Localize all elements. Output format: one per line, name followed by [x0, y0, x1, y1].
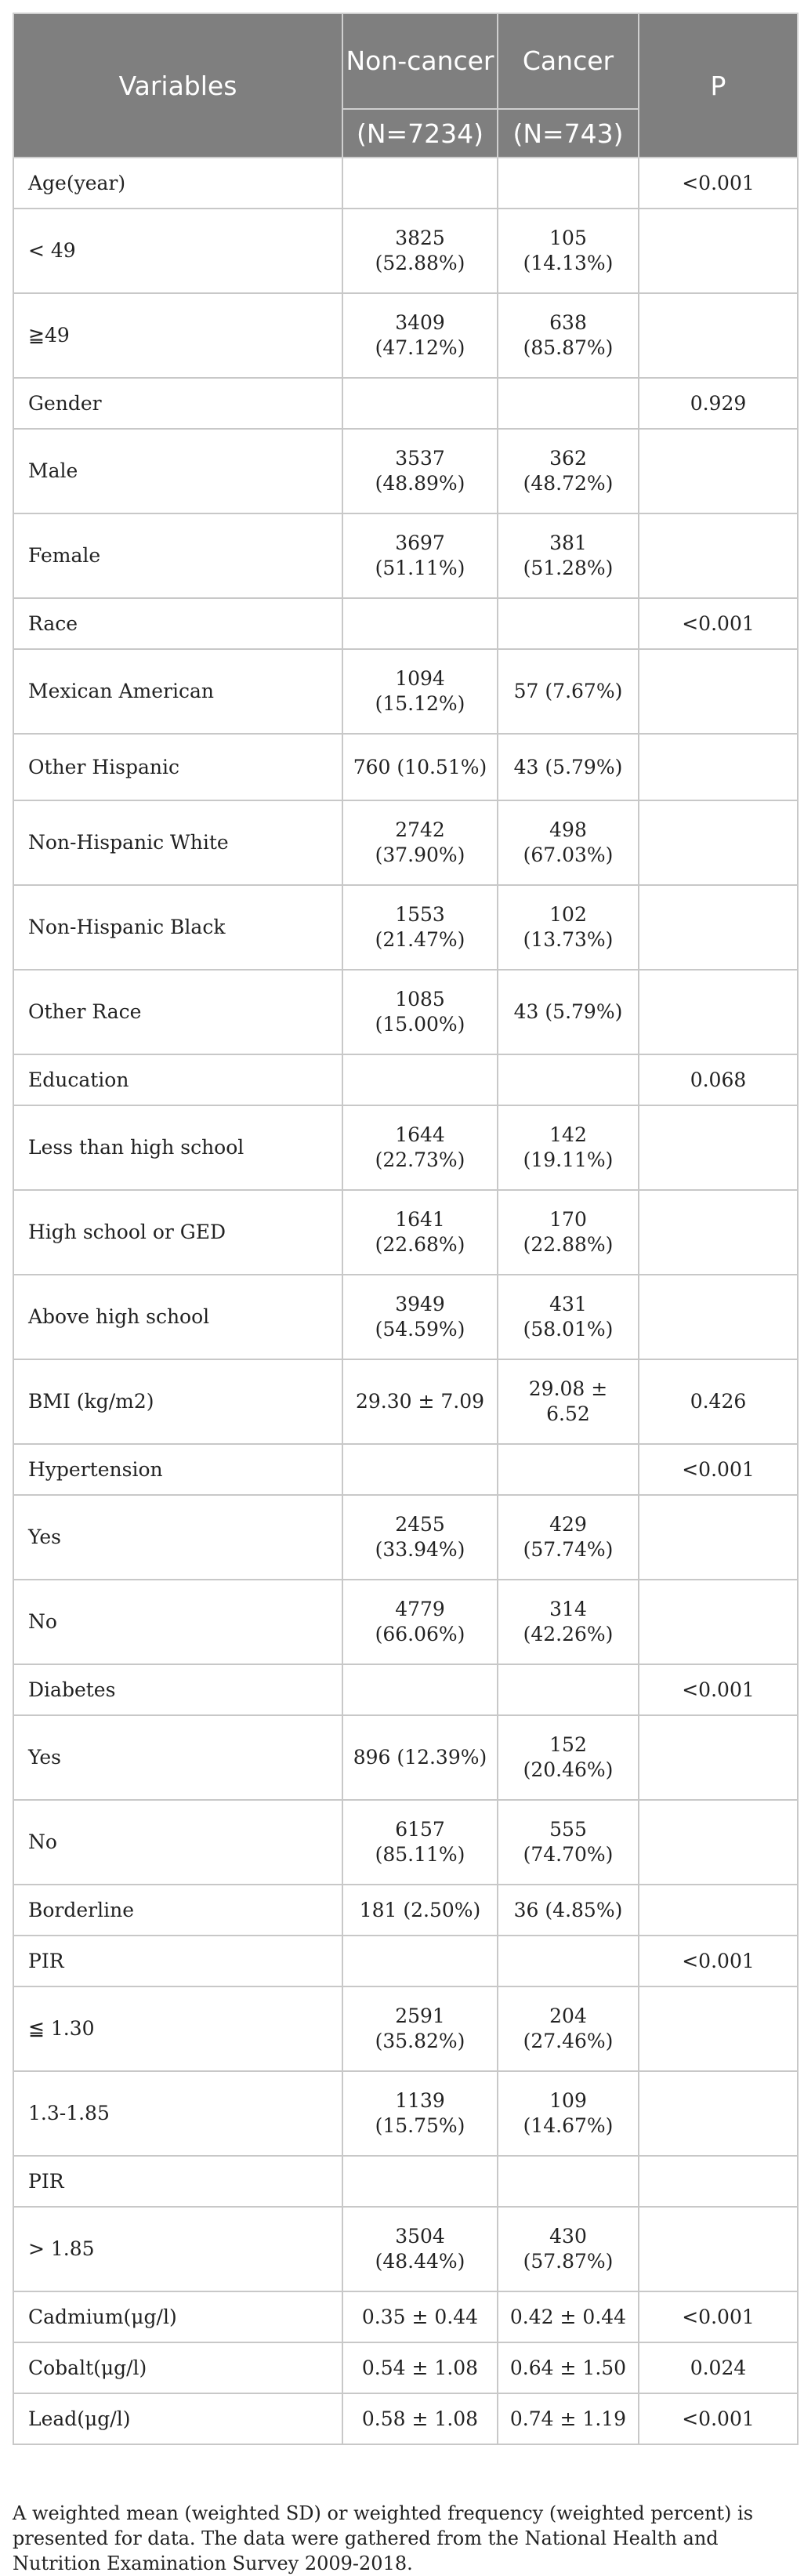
cell-p-value — [639, 1715, 798, 1800]
cell-variable: Cadmium(μg/l) — [13, 2291, 342, 2342]
cell-noncancer: 3409 (47.12%) — [342, 293, 498, 378]
cell-variable: PIR — [13, 1936, 342, 1986]
cell-p-value — [639, 1105, 798, 1190]
cell-cancer: 43 (5.79%) — [498, 734, 639, 800]
cell-noncancer: 3825 (52.88%) — [342, 209, 498, 293]
cell-noncancer: 2455 (33.94%) — [342, 1495, 498, 1580]
cell-noncancer: 760 (10.51%) — [342, 734, 498, 800]
cell-noncancer: 1139 (15.75%) — [342, 2071, 498, 2156]
cell-variable: Other Hispanic — [13, 734, 342, 800]
cell-variable: Cobalt(μg/l) — [13, 2342, 342, 2393]
cell-noncancer — [342, 158, 498, 209]
table-row — [13, 1715, 798, 1800]
cell-cancer — [498, 1936, 639, 1986]
table-row — [13, 429, 798, 513]
cell-variable: No — [13, 1580, 342, 1664]
cell-cancer: 102 (13.73%) — [498, 885, 639, 970]
baseline-characteristics-table — [13, 13, 799, 2445]
cell-p-value — [639, 2207, 798, 2291]
cell-p-value — [639, 2071, 798, 2156]
cell-noncancer: 1641 (22.68%) — [342, 1190, 498, 1275]
table-body — [13, 158, 798, 2444]
cell-p-value: 0.024 — [639, 2342, 798, 2393]
cell-p-value: <0.001 — [639, 1444, 798, 1495]
table-row — [13, 2207, 798, 2291]
cell-variable: Age(year) — [13, 158, 342, 209]
table-row — [13, 800, 798, 885]
cell-variable: Less than high school — [13, 1105, 342, 1190]
cell-p-value — [639, 209, 798, 293]
cell-noncancer: 896 (12.39%) — [342, 1715, 498, 1800]
cell-cancer — [498, 598, 639, 649]
cell-p-value — [639, 1800, 798, 1885]
cell-cancer: 429 (57.74%) — [498, 1495, 639, 1580]
cell-variable: ≦ 1.30 — [13, 1986, 342, 2071]
cell-noncancer — [342, 2156, 498, 2207]
table-row — [13, 1444, 798, 1495]
cell-p-value — [639, 2156, 798, 2207]
table-row — [13, 1359, 798, 1444]
cell-p-value: <0.001 — [639, 1664, 798, 1715]
cell-noncancer: 6157 (85.11%) — [342, 1800, 498, 1885]
table-row — [13, 2071, 798, 2156]
table-row — [13, 2393, 798, 2444]
cell-cancer — [498, 158, 639, 209]
cell-p-value: <0.001 — [639, 1936, 798, 1986]
cell-noncancer: 1644 (22.73%) — [342, 1105, 498, 1190]
table-row — [13, 970, 798, 1054]
cell-cancer: 57 (7.67%) — [498, 649, 639, 734]
cell-cancer — [498, 1444, 639, 1495]
cell-p-value: <0.001 — [639, 2393, 798, 2444]
cell-noncancer: 0.54 ± 1.08 — [342, 2342, 498, 2393]
table-row — [13, 1275, 798, 1359]
cell-p-value — [639, 1986, 798, 2071]
cell-noncancer: 181 (2.50%) — [342, 1885, 498, 1936]
cell-variable: Female — [13, 513, 342, 598]
cell-noncancer — [342, 598, 498, 649]
cell-p-value — [639, 885, 798, 970]
table-row — [13, 885, 798, 970]
cell-cancer: 170 (22.88%) — [498, 1190, 639, 1275]
cell-variable: Borderline — [13, 1885, 342, 1936]
cell-noncancer: 29.30 ± 7.09 — [342, 1359, 498, 1444]
cell-cancer — [498, 1054, 639, 1105]
cell-variable: Above high school — [13, 1275, 342, 1359]
cell-cancer: 152 (20.46%) — [498, 1715, 639, 1800]
cell-cancer: 105 (14.13%) — [498, 209, 639, 293]
cell-cancer: 0.42 ± 0.44 — [498, 2291, 639, 2342]
table-row — [13, 1664, 798, 1715]
cell-p-value — [639, 1190, 798, 1275]
table-row — [13, 1190, 798, 1275]
table-row — [13, 209, 798, 293]
cell-noncancer: 3697 (51.11%) — [342, 513, 498, 598]
cell-cancer — [498, 2156, 639, 2207]
cell-variable: 1.3-1.85 — [13, 2071, 342, 2156]
table-header — [13, 13, 798, 158]
cell-cancer: 36 (4.85%) — [498, 1885, 639, 1936]
cell-p-value: 0.929 — [639, 378, 798, 429]
cell-noncancer: 1085 (15.00%) — [342, 970, 498, 1054]
cell-p-value — [639, 1580, 798, 1664]
cell-variable: Diabetes — [13, 1664, 342, 1715]
table-row — [13, 598, 798, 649]
cell-variable: Race — [13, 598, 342, 649]
cell-p-value — [639, 429, 798, 513]
cell-p-value — [639, 649, 798, 734]
cell-cancer: 109 (14.67%) — [498, 2071, 639, 2156]
cell-cancer: 0.64 ± 1.50 — [498, 2342, 639, 2393]
cell-variable: Other Race — [13, 970, 342, 1054]
cell-variable: Male — [13, 429, 342, 513]
cell-p-value: <0.001 — [639, 598, 798, 649]
cell-cancer: 142 (19.11%) — [498, 1105, 639, 1190]
cell-noncancer — [342, 1054, 498, 1105]
cell-cancer: 430 (57.87%) — [498, 2207, 639, 2291]
table-row — [13, 2156, 798, 2207]
cell-noncancer: 3949 (54.59%) — [342, 1275, 498, 1359]
cell-variable: < 49 — [13, 209, 342, 293]
cell-cancer: 0.74 ± 1.19 — [498, 2393, 639, 2444]
cell-noncancer — [342, 1664, 498, 1715]
cell-p-value — [639, 800, 798, 885]
table-row — [13, 1800, 798, 1885]
cell-cancer: 555 (74.70%) — [498, 1800, 639, 1885]
cell-variable: > 1.85 — [13, 2207, 342, 2291]
cell-variable: BMI (kg/m2) — [13, 1359, 342, 1444]
cell-p-value — [639, 1275, 798, 1359]
cell-cancer: 204 (27.46%) — [498, 1986, 639, 2071]
cell-cancer: 43 (5.79%) — [498, 970, 639, 1054]
cell-cancer — [498, 1664, 639, 1715]
cell-variable: Non-Hispanic White — [13, 800, 342, 885]
cell-cancer: 498 (67.03%) — [498, 800, 639, 885]
cell-variable: Education — [13, 1054, 342, 1105]
table-row — [13, 1986, 798, 2071]
table-row — [13, 1105, 798, 1190]
cell-p-value — [639, 1495, 798, 1580]
table-footnote: A weighted mean (weighted SD) or weighted frequency (weighted percent) is presented for data. The data were gathered from the National Health and Nutrition Examination Survey 2009-2018. — [13, 2502, 754, 2574]
header-p: P — [639, 13, 798, 158]
cell-noncancer: 1553 (21.47%) — [342, 885, 498, 970]
table-row — [13, 1495, 798, 1580]
cell-cancer: 431 (58.01%) — [498, 1275, 639, 1359]
cell-variable: No — [13, 1800, 342, 1885]
table-row — [13, 1936, 798, 1986]
cell-variable: PIR — [13, 2156, 342, 2207]
cell-p-value: 0.068 — [639, 1054, 798, 1105]
cell-variable: Non-Hispanic Black — [13, 885, 342, 970]
table-row — [13, 378, 798, 429]
cell-noncancer: 1094 (15.12%) — [342, 649, 498, 734]
cell-noncancer: 3504 (48.44%) — [342, 2207, 498, 2291]
table-row — [13, 734, 798, 800]
cell-variable: Gender — [13, 378, 342, 429]
cell-variable: ≧49 — [13, 293, 342, 378]
cell-variable: Yes — [13, 1495, 342, 1580]
table-row — [13, 2291, 798, 2342]
cell-noncancer: 2591 (35.82%) — [342, 1986, 498, 2071]
header-variables: Variables — [13, 13, 342, 158]
cell-cancer: 381 (51.28%) — [498, 513, 639, 598]
cell-p-value — [639, 734, 798, 800]
cell-noncancer: 0.35 ± 0.44 — [342, 2291, 498, 2342]
cell-variable: Yes — [13, 1715, 342, 1800]
cell-variable: High school or GED — [13, 1190, 342, 1275]
table-row — [13, 1885, 798, 1936]
cell-p-value — [639, 513, 798, 598]
cell-noncancer — [342, 1936, 498, 1986]
table-container — [13, 13, 797, 2445]
cell-noncancer — [342, 378, 498, 429]
table-row — [13, 1580, 798, 1664]
cell-variable: Lead(μg/l) — [13, 2393, 342, 2444]
cell-variable: Hypertension — [13, 1444, 342, 1495]
cell-noncancer: 3537 (48.89%) — [342, 429, 498, 513]
table-row — [13, 513, 798, 598]
table-row — [13, 649, 798, 734]
table-row — [13, 1054, 798, 1105]
cell-variable: Mexican American — [13, 649, 342, 734]
table-row — [13, 293, 798, 378]
table-row — [13, 2342, 798, 2393]
cell-p-value: <0.001 — [639, 2291, 798, 2342]
header-cancer-n: (N=743) — [498, 109, 639, 158]
cell-p-value — [639, 1885, 798, 1936]
header-noncancer: Non-cancer — [342, 13, 498, 109]
cell-cancer: 29.08 ± 6.52 — [498, 1359, 639, 1444]
cell-noncancer: 4779 (66.06%) — [342, 1580, 498, 1664]
header-cancer: Cancer — [498, 13, 639, 109]
header-noncancer-n: (N=7234) — [342, 109, 498, 158]
cell-cancer: 362 (48.72%) — [498, 429, 639, 513]
cell-p-value: <0.001 — [639, 158, 798, 209]
cell-cancer: 638 (85.87%) — [498, 293, 639, 378]
cell-p-value: 0.426 — [639, 1359, 798, 1444]
cell-noncancer — [342, 1444, 498, 1495]
cell-p-value — [639, 970, 798, 1054]
cell-p-value — [639, 293, 798, 378]
cell-cancer — [498, 378, 639, 429]
table-row — [13, 158, 798, 209]
cell-noncancer: 2742 (37.90%) — [342, 800, 498, 885]
cell-cancer: 314 (42.26%) — [498, 1580, 639, 1664]
cell-noncancer: 0.58 ± 1.08 — [342, 2393, 498, 2444]
